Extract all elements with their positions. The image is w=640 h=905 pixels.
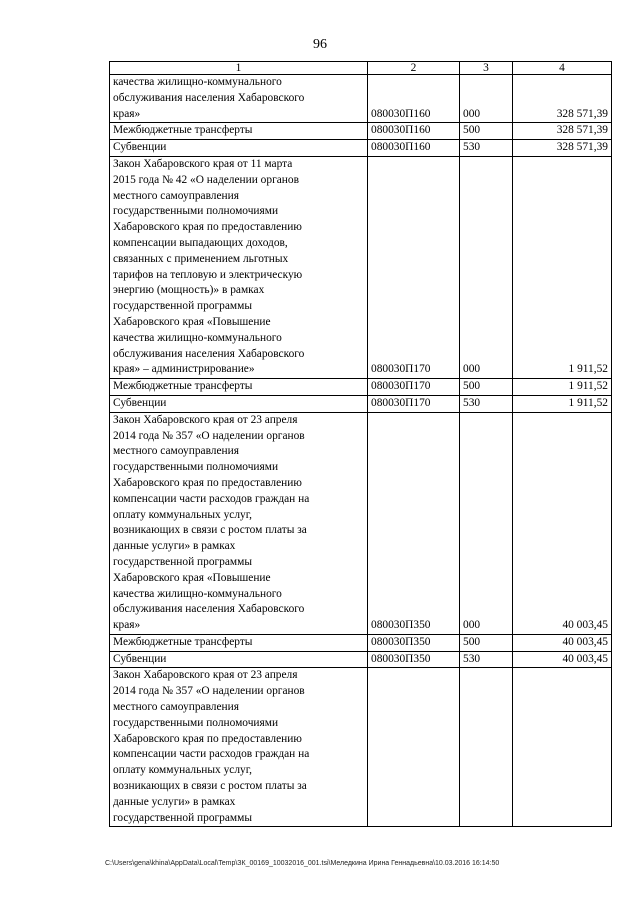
table-row xyxy=(110,123,612,140)
cell-code: 080030П350 xyxy=(368,412,460,634)
cell-desc: Закон Хабаровского края от 23 апреля 2014 года № 357 «О наделении органов местного самоуправления государственными полномочиями Хабаровского края по предоставлению компенсации части расходов граждан на оплату коммунальных услуг, возникающих в связи с ростом платы за данные услуги» в рамках государственной программы Хабаровского края «Повышение качества жилищно-коммунального обслуживания населения Хабаровского края» xyxy=(110,412,368,634)
cell-code: 080030П160 xyxy=(368,123,460,140)
table-row xyxy=(110,140,612,157)
table-row xyxy=(110,634,612,651)
cell-type: 000 xyxy=(460,412,513,634)
header-col-2: 2 xyxy=(368,62,460,75)
file-path-footer: C:\Users\gena\khina\AppData\Local\Temp\ЗК_00169_10032016_001.tsi\Меледкина Ирина Геннадьевна\10.03.2016 16:14:50 xyxy=(105,860,500,867)
table-row xyxy=(110,395,612,412)
cell-type: 500 xyxy=(460,634,513,651)
cell-code xyxy=(368,668,460,827)
table-row xyxy=(110,668,612,827)
cell-code: 080030П170 xyxy=(368,379,460,396)
cell-amount: 40 003,45 xyxy=(513,412,612,634)
cell-code: 080030П350 xyxy=(368,651,460,668)
header-col-4: 4 xyxy=(513,62,612,75)
cell-type: 530 xyxy=(460,395,513,412)
table-row xyxy=(110,156,612,378)
cell-amount: 1 911,52 xyxy=(513,156,612,378)
cell-type xyxy=(460,668,513,827)
cell-desc: Межбюджетные трансферты xyxy=(110,634,368,651)
cell-type: 000 xyxy=(460,75,513,123)
cell-type: 000 xyxy=(460,156,513,378)
cell-code: 080030П160 xyxy=(368,75,460,123)
cell-desc: Субвенции xyxy=(110,140,368,157)
cell-amount: 328 571,39 xyxy=(513,123,612,140)
cell-amount: 40 003,45 xyxy=(513,651,612,668)
page-number: 96 xyxy=(313,37,327,52)
cell-amount xyxy=(513,668,612,827)
cell-code: 080030П170 xyxy=(368,395,460,412)
header-row xyxy=(110,62,612,75)
cell-amount: 328 571,39 xyxy=(513,75,612,123)
budget-table-body xyxy=(110,62,612,827)
cell-desc: Межбюджетные трансферты xyxy=(110,123,368,140)
cell-amount: 328 571,39 xyxy=(513,140,612,157)
cell-type: 530 xyxy=(460,651,513,668)
cell-code: 080030П160 xyxy=(368,140,460,157)
cell-code: 080030П350 xyxy=(368,634,460,651)
cell-desc: Межбюджетные трансферты xyxy=(110,379,368,396)
cell-desc: Субвенции xyxy=(110,395,368,412)
cell-type: 530 xyxy=(460,140,513,157)
budget-table xyxy=(109,61,612,827)
table-row xyxy=(110,412,612,634)
cell-amount: 1 911,52 xyxy=(513,395,612,412)
cell-code: 080030П170 xyxy=(368,156,460,378)
cell-desc: Закон Хабаровского края от 23 апреля 2014 года № 357 «О наделении органов местного самоуправления государственными полномочиями Хабаровского края по предоставлению компенсации части расходов граждан на оплату коммунальных услуг, возникающих в связи с ростом платы за данные услуги» в рамках государственной программы xyxy=(110,668,368,827)
cell-type: 500 xyxy=(460,379,513,396)
table-row xyxy=(110,379,612,396)
header-col-3: 3 xyxy=(460,62,513,75)
cell-desc: Субвенции xyxy=(110,651,368,668)
cell-desc: Закон Хабаровского края от 11 марта 2015 года № 42 «О наделении органов местного самоуправления государственными полномочиями Хабаровского края по предоставлению компенсации выпадающих доходов, связанных с применением льготных тарифов на тепловую и электрическую энергию (мощность)» в рамках государственной программы Хабаровского края «Повышение качества жилищно-коммунального обслуживания населения Хабаровского края» – администрирование» xyxy=(110,156,368,378)
table-row xyxy=(110,75,612,123)
cell-amount: 40 003,45 xyxy=(513,634,612,651)
cell-type: 500 xyxy=(460,123,513,140)
cell-desc: качества жилищно-коммунального обслуживания населения Хабаровского края» xyxy=(110,75,368,123)
header-col-1: 1 xyxy=(110,62,368,75)
cell-amount: 1 911,52 xyxy=(513,379,612,396)
table-row xyxy=(110,651,612,668)
